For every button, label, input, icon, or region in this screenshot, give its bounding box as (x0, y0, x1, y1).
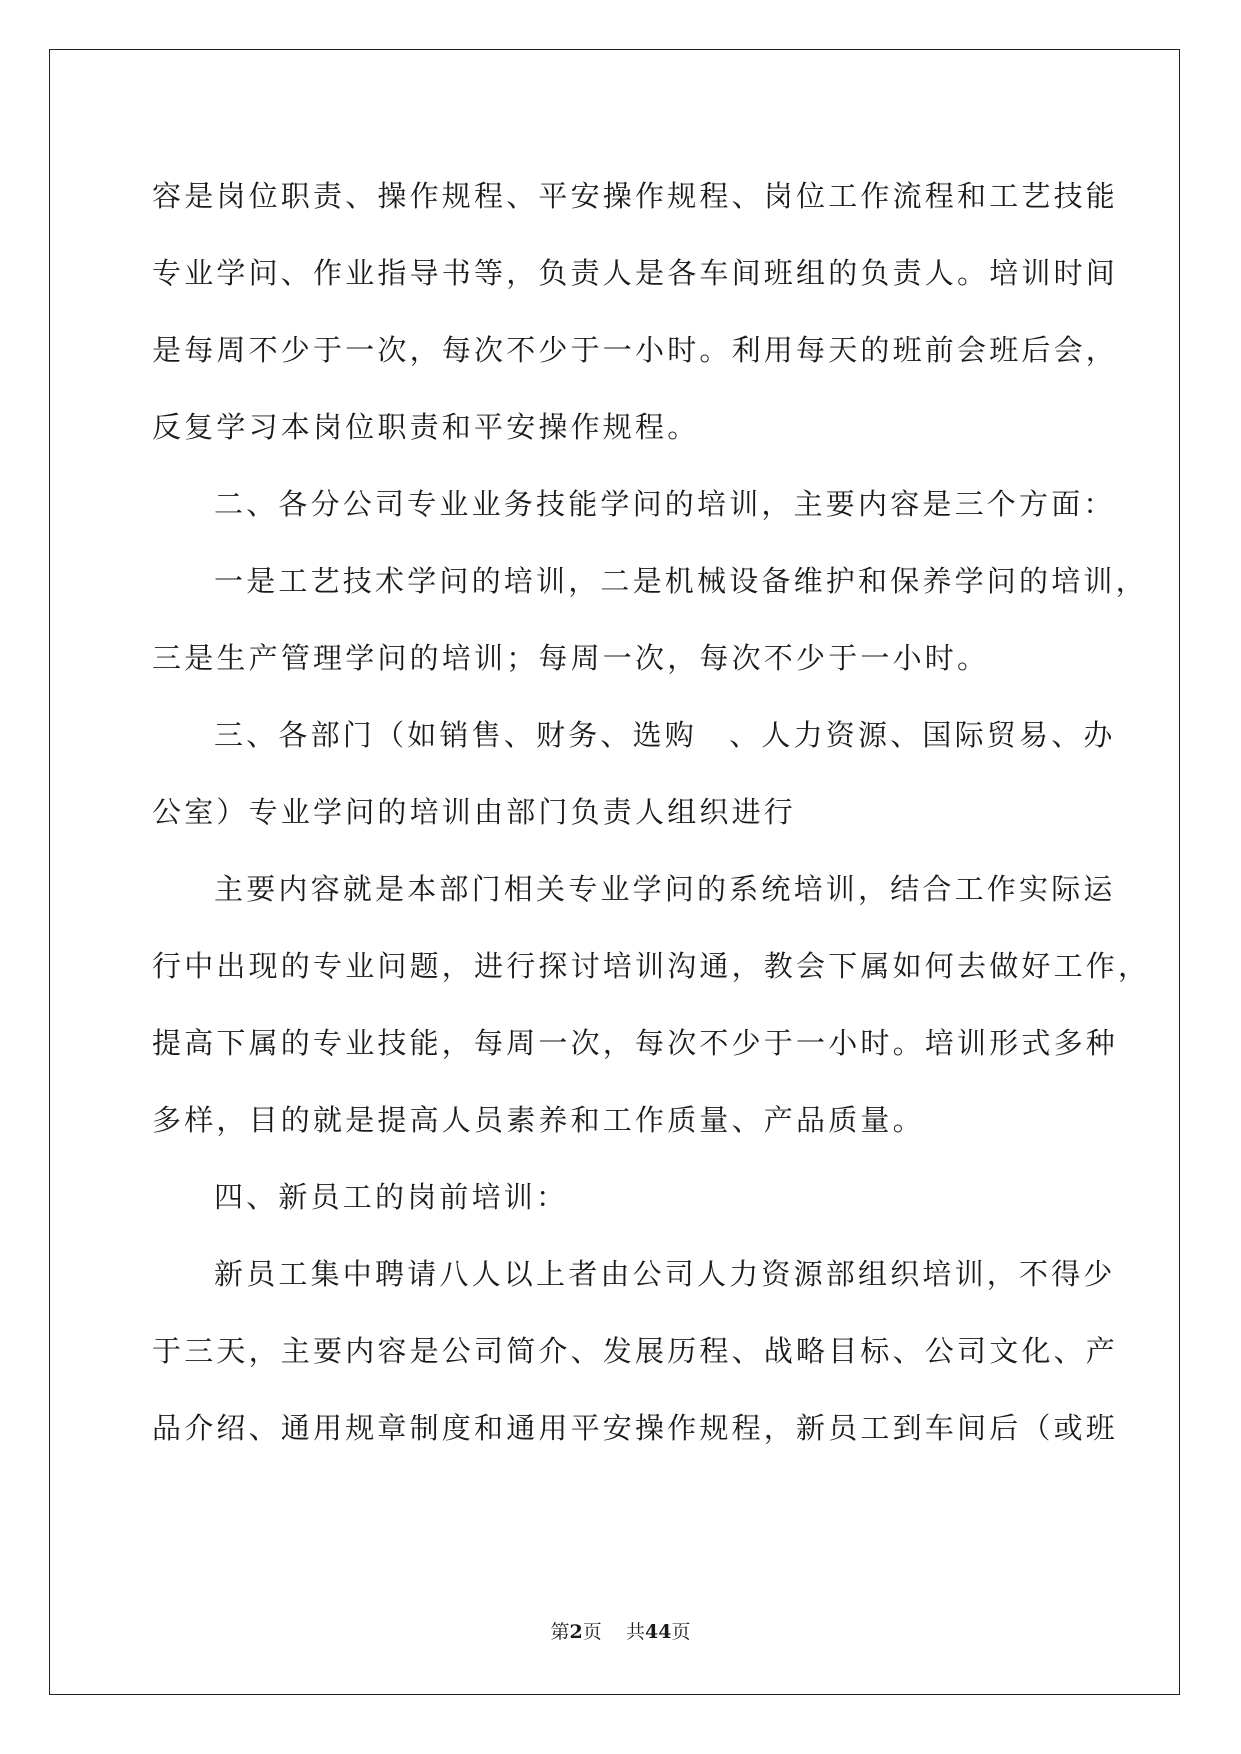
footer-prefix: 第 (550, 1621, 570, 1643)
text-line-9: 公室）专业学问的培训由部门负责人组织进行 (152, 795, 797, 829)
text-line-12: 提高下属的专业技能，每周一次，每次不少于一小时。培训形式多种 (152, 1026, 1119, 1060)
text-line-15: 新员工集中聘请八人以上者由公司人力资源部组织培训，不得少 (214, 1257, 1116, 1291)
footer-total-prefix: 共 (625, 1621, 645, 1643)
text-line-7: 三是生产管理学问的培训；每周一次，每次不少于一小时。 (152, 641, 990, 675)
text-line-16: 于三天，主要内容是公司简介、发展历程、战略目标、公司文化、产 (152, 1334, 1119, 1368)
section-heading-2: 二、各分公司专业业务技能学问的培训，主要内容是三个方面： (214, 487, 1116, 521)
total-pages: 44 (644, 1621, 672, 1643)
text-line-2: 专业学问、作业指导书等，负责人是各车间班组的负责人。培训时间 (152, 256, 1119, 290)
section-heading-3: 三、各部门（如销售、财务、选购 、人力资源、国际贸易、办 (214, 718, 1116, 752)
page-number: 2 (569, 1621, 583, 1643)
footer-page-suffix: 页 (582, 1621, 602, 1643)
footer-total-suffix: 页 (671, 1621, 691, 1643)
text-line-3: 是每周不少于一次，每次不少于一小时。利用每天的班前会班后会， (152, 333, 1119, 367)
page-footer (0, 1617, 1241, 1644)
text-line-13: 多样，目的就是提高人员素养和工作质量、产品质量。 (152, 1103, 925, 1137)
text-line-1: 容是岗位职责、操作规程、平安操作规程、岗位工作流程和工艺技能 (152, 179, 1119, 213)
document-body (152, 158, 1151, 1467)
section-heading-4: 四、新员工的岗前培训： (214, 1180, 569, 1214)
text-line-10: 主要内容就是本部门相关专业学问的系统培训，结合工作实际运 (214, 872, 1116, 906)
text-line-11: 行中出现的专业问题，进行探讨培训沟通，教会下属如何去做好工作， (152, 949, 1151, 983)
text-line-4: 反复学习本岗位职责和平安操作规程。 (152, 410, 700, 444)
text-line-6: 一是工艺技术学问的培训，二是机械设备维护和保养学问的培训， (214, 564, 1148, 598)
text-line-17: 品介绍、通用规章制度和通用平安操作规程，新员工到车间后（或班 (152, 1411, 1119, 1445)
